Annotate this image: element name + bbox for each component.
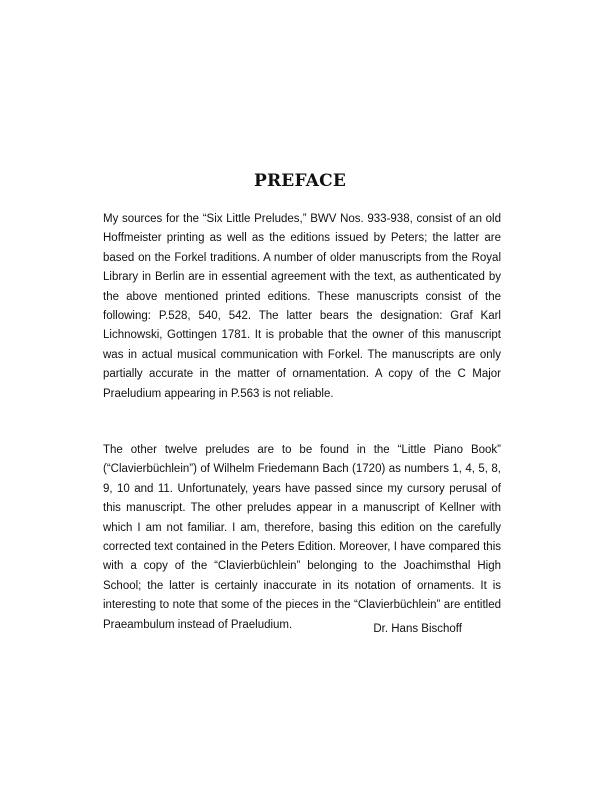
preface-paragraph-1: My sources for the “Six Little Preludes,” BWV Nos. 933-938, consist of an old Hoffmeister printing as well as the editions issued by Peters; the latter are based on the Forkel traditions. A number of older manuscripts from the Royal Library in Berlin are in essential agreement with the text, as authenticated by the above mentioned printed editions. These manuscripts consist of the following: P.528, 540, 542. The latter bears the designation: Graf Karl Lichnowski, Gottingen 1781. It is probable that the owner of this manuscript was in actual musical communication with Forkel. The manuscripts are only partially accurate in the matter of ornamentation. A copy of the C Major Praeludium appearing in P.563 is not reliable. [103,213,501,400]
page-title: PREFACE [253,171,347,191]
preface-paragraph-2: The other twelve preludes are to be found in the “Little Piano Book” (“Clavierbüchlein”) of Wilhelm Friedemann Bach (1720) as numbers 1, 4, 5, 8, 9, 10 and 11. Unfortunately, years have passed since my cursory perusal of this manuscript. The other preludes appear in a manuscript of Kellner with which I am not familiar. I am, therefore, basing this edition on the carefully corrected text contained in the Peters Edition. Moreover, I have compared this with a copy of the “Clavierbüchlein” belonging to the Joachimsthal High School; the latter is certainly inaccurate in its notation of ornaments. It is interesting to note that some of the pieces in the “Clavierbüchlein” are entitled Praeambulum instead of Praeludium. [103,444,501,631]
author-signature: Dr. Hans Bischoff [373,623,462,635]
